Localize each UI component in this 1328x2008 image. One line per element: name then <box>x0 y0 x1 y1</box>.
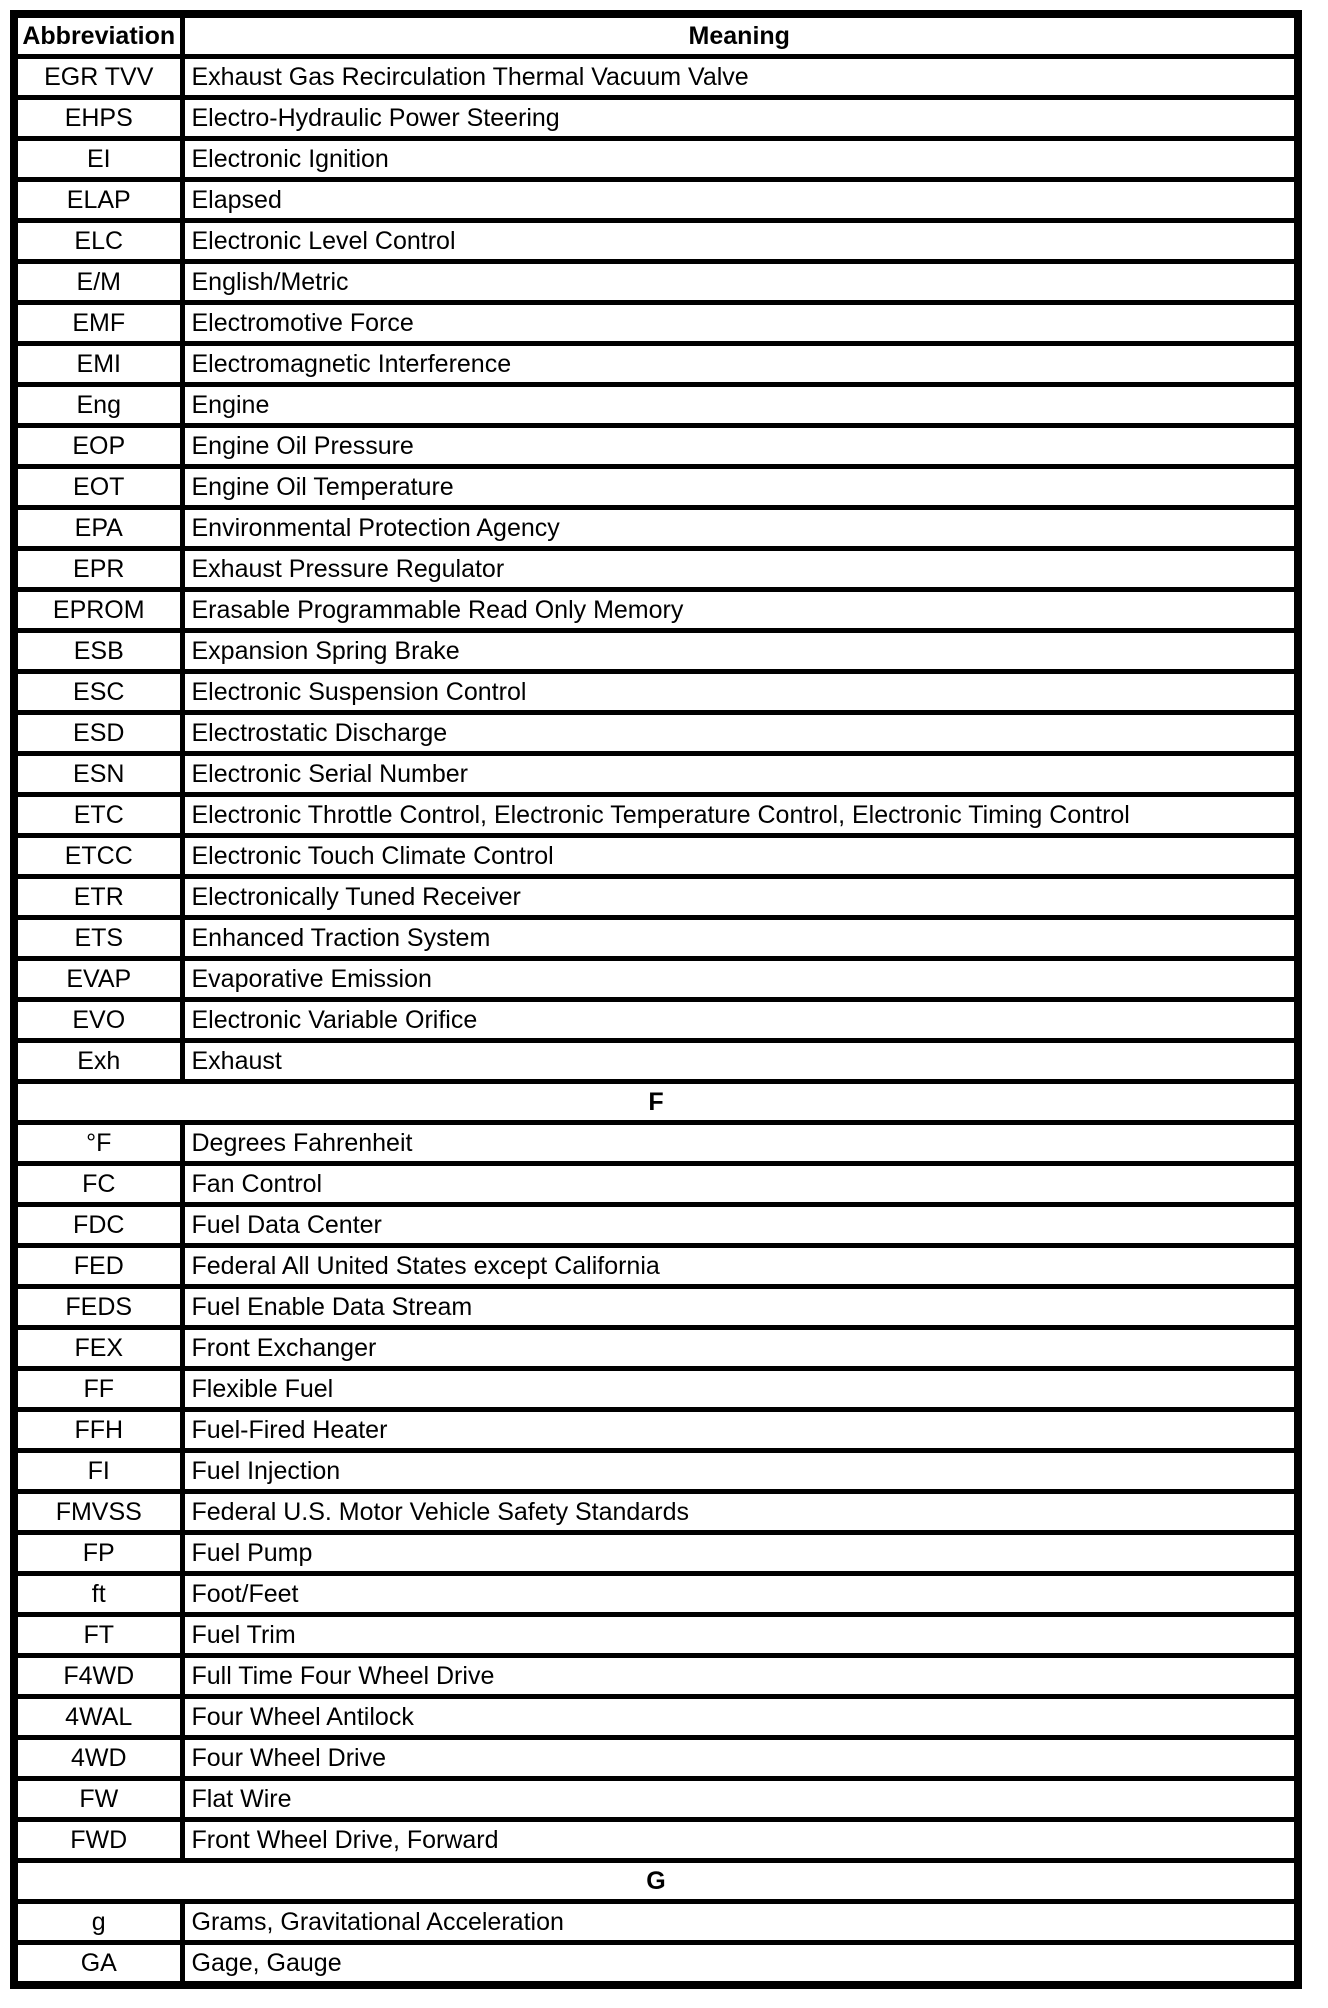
abbreviation-cell: FDC <box>14 1205 182 1246</box>
table-row <box>14 590 1298 631</box>
abbreviation-cell: ESN <box>14 754 182 795</box>
meaning-cell: Grams, Gravitational Acceleration <box>182 1902 1298 1943</box>
abbreviation-cell: EVAP <box>14 959 182 1000</box>
abbreviation-cell: FMVSS <box>14 1492 182 1533</box>
abbreviation-cell: EOT <box>14 467 182 508</box>
table-row <box>14 508 1298 549</box>
table-row <box>14 303 1298 344</box>
meaning-cell: Enhanced Traction System <box>182 918 1298 959</box>
table-row <box>14 754 1298 795</box>
meaning-cell: Electromotive Force <box>182 303 1298 344</box>
abbreviation-cell: Exh <box>14 1041 182 1082</box>
abbreviation-cell: ESC <box>14 672 182 713</box>
meaning-cell: Exhaust Gas Recirculation Thermal Vacuum Valve <box>182 57 1298 98</box>
abbreviation-cell: FWD <box>14 1820 182 1861</box>
table-row <box>14 262 1298 303</box>
table-row <box>14 836 1298 877</box>
abbreviation-cell: EMI <box>14 344 182 385</box>
table-row <box>14 672 1298 713</box>
meaning-cell: Environmental Protection Agency <box>182 508 1298 549</box>
abbreviation-cell: Eng <box>14 385 182 426</box>
abbreviation-cell: ft <box>14 1574 182 1615</box>
meaning-cell: Engine <box>182 385 1298 426</box>
table-row <box>14 1492 1298 1533</box>
meaning-cell: Electronic Touch Climate Control <box>182 836 1298 877</box>
table-row <box>14 344 1298 385</box>
table-row <box>14 1451 1298 1492</box>
meaning-cell: Exhaust Pressure Regulator <box>182 549 1298 590</box>
meaning-cell: Erasable Programmable Read Only Memory <box>182 590 1298 631</box>
table-row <box>14 918 1298 959</box>
abbreviation-cell: ESD <box>14 713 182 754</box>
table-row <box>14 1697 1298 1738</box>
meaning-cell: Fuel-Fired Heater <box>182 1410 1298 1451</box>
abbreviation-cell: 4WD <box>14 1738 182 1779</box>
table-row <box>14 1533 1298 1574</box>
section-letter: F <box>14 1082 1298 1123</box>
abbreviation-cell: FFH <box>14 1410 182 1451</box>
abbreviation-cell: FF <box>14 1369 182 1410</box>
abbreviation-column-header: Abbreviation <box>14 14 182 57</box>
meaning-cell: Evaporative Emission <box>182 959 1298 1000</box>
abbreviation-cell: FP <box>14 1533 182 1574</box>
table-row <box>14 1574 1298 1615</box>
table-row <box>14 877 1298 918</box>
abbreviation-cell: E/M <box>14 262 182 303</box>
meaning-cell: Front Exchanger <box>182 1328 1298 1369</box>
meaning-cell: Fuel Enable Data Stream <box>182 1287 1298 1328</box>
abbreviation-cell: FED <box>14 1246 182 1287</box>
meaning-cell: Electro-Hydraulic Power Steering <box>182 98 1298 139</box>
meaning-cell: Electronic Serial Number <box>182 754 1298 795</box>
abbreviation-cell: ETS <box>14 918 182 959</box>
abbreviation-cell: EGR TVV <box>14 57 182 98</box>
meaning-cell: Foot/Feet <box>182 1574 1298 1615</box>
table-row <box>14 1205 1298 1246</box>
meaning-cell: Full Time Four Wheel Drive <box>182 1656 1298 1697</box>
meaning-column-header: Meaning <box>182 14 1298 57</box>
table-row <box>14 1369 1298 1410</box>
table-row <box>14 1164 1298 1205</box>
meaning-cell: Electronic Ignition <box>182 139 1298 180</box>
abbreviation-cell: EPR <box>14 549 182 590</box>
meaning-cell: Elapsed <box>182 180 1298 221</box>
section-header-row <box>14 1861 1298 1902</box>
table-row <box>14 1615 1298 1656</box>
abbreviation-cell: F4WD <box>14 1656 182 1697</box>
abbreviation-cell: GA <box>14 1943 182 1986</box>
meaning-cell: Electrostatic Discharge <box>182 713 1298 754</box>
abbreviation-cell: EVO <box>14 1000 182 1041</box>
abbreviation-cell: g <box>14 1902 182 1943</box>
abbreviation-cell: EPROM <box>14 590 182 631</box>
meaning-cell: Four Wheel Drive <box>182 1738 1298 1779</box>
table-row <box>14 1287 1298 1328</box>
table-row <box>14 1943 1298 1986</box>
table-row <box>14 180 1298 221</box>
abbreviation-cell: FW <box>14 1779 182 1820</box>
abbreviation-cell: EHPS <box>14 98 182 139</box>
table-row <box>14 1000 1298 1041</box>
abbreviation-cell: FEX <box>14 1328 182 1369</box>
abbreviation-cell: FC <box>14 1164 182 1205</box>
table-body <box>14 57 1298 1986</box>
abbreviation-cell: ETCC <box>14 836 182 877</box>
meaning-cell: Federal All United States except California <box>182 1246 1298 1287</box>
meaning-cell: Electronic Throttle Control, Electronic Temperature Control, Electronic Timing Control <box>182 795 1298 836</box>
section-header-row <box>14 1082 1298 1123</box>
meaning-cell: Electronic Variable Orifice <box>182 1000 1298 1041</box>
table-row <box>14 1123 1298 1164</box>
table-row <box>14 1820 1298 1861</box>
abbreviation-cell: ELAP <box>14 180 182 221</box>
table-row <box>14 1902 1298 1943</box>
meaning-cell: Electronically Tuned Receiver <box>182 877 1298 918</box>
abbreviation-cell: °F <box>14 1123 182 1164</box>
abbreviation-cell: FI <box>14 1451 182 1492</box>
table-row <box>14 1328 1298 1369</box>
meaning-cell: Fan Control <box>182 1164 1298 1205</box>
table-row <box>14 98 1298 139</box>
abbreviation-cell: ESB <box>14 631 182 672</box>
abbreviation-cell: 4WAL <box>14 1697 182 1738</box>
table-row <box>14 426 1298 467</box>
meaning-cell: Degrees Fahrenheit <box>182 1123 1298 1164</box>
abbreviation-table <box>10 10 1302 1989</box>
meaning-cell: Exhaust <box>182 1041 1298 1082</box>
table-row <box>14 1041 1298 1082</box>
meaning-cell: Electromagnetic Interference <box>182 344 1298 385</box>
table-row <box>14 1738 1298 1779</box>
table-row <box>14 467 1298 508</box>
table-row <box>14 1410 1298 1451</box>
meaning-cell: Engine Oil Temperature <box>182 467 1298 508</box>
abbreviation-cell: EMF <box>14 303 182 344</box>
meaning-cell: Electronic Suspension Control <box>182 672 1298 713</box>
table-row <box>14 713 1298 754</box>
abbreviation-cell: EOP <box>14 426 182 467</box>
abbreviation-cell: EPA <box>14 508 182 549</box>
meaning-cell: Front Wheel Drive, Forward <box>182 1820 1298 1861</box>
meaning-cell: Flexible Fuel <box>182 1369 1298 1410</box>
meaning-cell: Expansion Spring Brake <box>182 631 1298 672</box>
meaning-cell: Electronic Level Control <box>182 221 1298 262</box>
abbreviation-cell: ETC <box>14 795 182 836</box>
meaning-cell: Engine Oil Pressure <box>182 426 1298 467</box>
meaning-cell: Fuel Pump <box>182 1533 1298 1574</box>
header-row <box>14 14 1298 57</box>
meaning-cell: Federal U.S. Motor Vehicle Safety Standards <box>182 1492 1298 1533</box>
abbreviation-cell: ELC <box>14 221 182 262</box>
section-letter: G <box>14 1861 1298 1902</box>
abbreviation-cell: FEDS <box>14 1287 182 1328</box>
table-row <box>14 1779 1298 1820</box>
meaning-cell: Fuel Trim <box>182 1615 1298 1656</box>
abbreviation-cell: EI <box>14 139 182 180</box>
table-row <box>14 549 1298 590</box>
meaning-cell: English/Metric <box>182 262 1298 303</box>
table-row <box>14 795 1298 836</box>
table-row <box>14 385 1298 426</box>
table-row <box>14 631 1298 672</box>
meaning-cell: Flat Wire <box>182 1779 1298 1820</box>
table-row <box>14 1246 1298 1287</box>
meaning-cell: Fuel Data Center <box>182 1205 1298 1246</box>
abbreviation-cell: FT <box>14 1615 182 1656</box>
meaning-cell: Gage, Gauge <box>182 1943 1298 1986</box>
table-row <box>14 221 1298 262</box>
abbreviation-cell: ETR <box>14 877 182 918</box>
table-row <box>14 1656 1298 1697</box>
meaning-cell: Four Wheel Antilock <box>182 1697 1298 1738</box>
table-row <box>14 57 1298 98</box>
table-row <box>14 139 1298 180</box>
table-row <box>14 959 1298 1000</box>
meaning-cell: Fuel Injection <box>182 1451 1298 1492</box>
